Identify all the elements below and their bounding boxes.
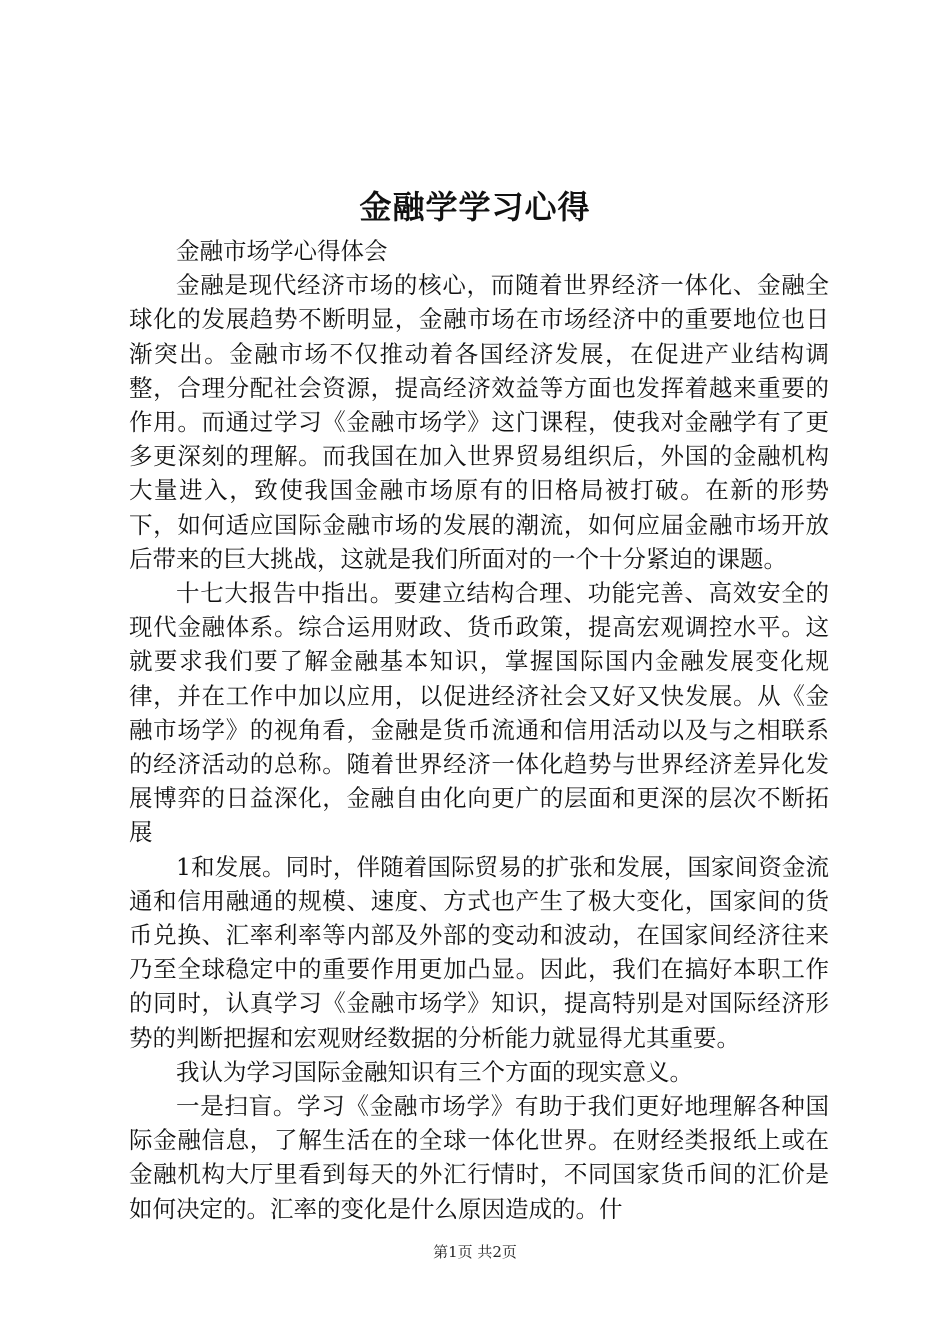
page-number-footer: 第1页 共2页: [433, 1243, 517, 1261]
subtitle-paragraph: 金融市场学心得体会: [176, 237, 388, 265]
body-paragraph: 一是扫盲。学习《金融市场学》有助于我们更好地理解各种国际金融信息，了解生活在的全球一体化世界。在财经类报纸上或在金融机构大厅里看到每天的外汇行情时，不同国家货币间的汇价是如何决定的。汇率的变化是什么原因造成的。什: [129, 1092, 829, 1223]
document-title: 金融学学习心得: [359, 188, 591, 226]
body-paragraph: 十七大报告中指出。要建立结构合理、功能完善、高效安全的现代金融体系。综合运用财政、货币政策，提高宏观调控水平。这就要求我们要了解金融基本知识，掌握国际国内金融发展变化规律，并在工作中加以应用，以促进经济社会又好又快发展。从《金融市场学》的视角看，金融是货币流通和信用活动以及与之相联系的经济活动的总称。随着世界经济一体化趋势与世界经济差异化发展博弈的日益深化，金融自由化向更广的层面和更深的层次不断拓展: [129, 579, 829, 847]
document-body: [129, 234, 829, 1226]
body-paragraph: 金融是现代经济市场的核心，而随着世界经济一体化、金融全球化的发展趋势不断明显，金融市场在市场经济中的重要地位也日渐突出。金融市场不仅推动着各国经济发展，在促进产业结构调整，合理分配社会资源，提高经济效益等方面也发挥着越来重要的作用。而通过学习《金融市场学》这门课程，使我对金融学有了更多更深刻的理解。而我国在加入世界贸易组织后，外国的金融机构大量进入，致使我国金融市场原有的旧格局被打破。在新的形势下，如何适应国际金融市场的发展的潮流，如何应届金融市场开放后带来的巨大挑战，这就是我们所面对的一个十分紧迫的课题。: [129, 271, 829, 573]
body-paragraph: 1和发展。同时，伴随着国际贸易的扩张和发展，国家间资金流通和信用融通的规模、速度、方式也产生了极大变化，国家间的货币兑换、汇率利率等内部及外部的变动和波动，在国家间经济往来乃至全球稳定中的重要作用更加凸显。因此，我们在搞好本职工作的同时，认真学习《金融市场学》知识，提高特别是对国际经济形势的判断把握和宏观财经数据的分析能力就显得尤其重要。: [129, 852, 829, 1052]
body-paragraph: 我认为学习国际金融知识有三个方面的现实意义。: [176, 1057, 693, 1086]
